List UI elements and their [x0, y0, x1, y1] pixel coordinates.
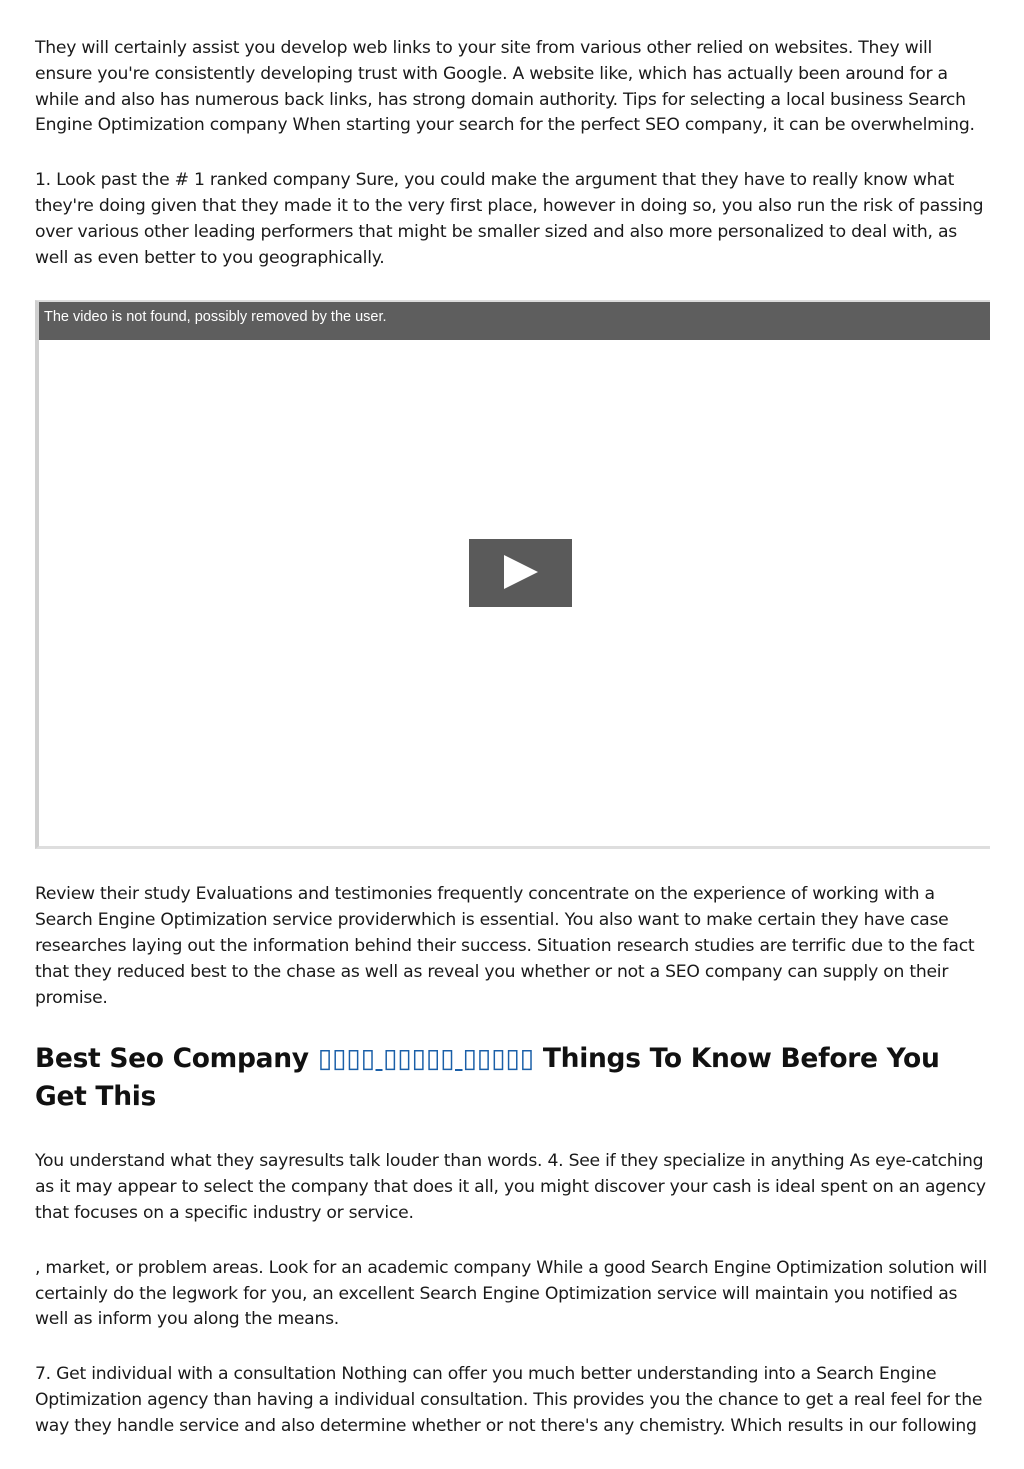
paragraph-review: Review their study Evaluations and testimonies frequently concentrate on the experience of working with a Search Engine Optimization service providerwhich is essential. You also want to make certain they have case researches laying out the information behind their success. Situation research studies are terrific due to the fact that they reduced best to the chase as well as reveal you whether or not a SEO company can supply on their promise.: [35, 884, 975, 1008]
paragraph-consultation: 7. Get individual with a consultation Nothing can offer you much better understanding into a Search Engine Optimization agency than having a individual consultation. This provides you the chance to get a real feel for the way they handle service and also determine whether or not there's any chemistry. Which results in our following: [35, 1364, 983, 1436]
heading-link[interactable]: ▯▯▯▯ ▯▯▯▯▯ ▯▯▯▯▯: [317, 1043, 534, 1075]
paragraph-intro: They will certainly assist you develop web links to your site from various other relied on websites. They will ensure you're consistently developing trust with Google. A website like, which has actually been around for a while and also has numerous back links, has strong domain authority. Tips for selecting a local business Search Engine Optimization company When starting your search for the perfect SEO company, it can be overwhelming.: [35, 38, 975, 136]
paragraph-look-past: 1. Look past the # 1 ranked company Sure, you could make the argument that they have to really know what they're doing given that they made it to the very first place, however in doing so, you also run the risk of passing over various other leading performers that might be smaller sized and also more personalized to deal with, as well as even better to you geographically.: [35, 170, 984, 268]
heading-text-after: Things To Know Before You Get This: [35, 1043, 940, 1113]
play-button[interactable]: [469, 539, 572, 607]
paragraph-results: You understand what they sayresults talk louder than words. 4. See if they specialize in anything As eye-catching as it may appear to select the company that does it all, you might discover your cash is ideal spent on an agency that focuses on a specific industry or service.: [35, 1151, 986, 1223]
video-error-bar: [39, 302, 990, 340]
play-icon: [504, 555, 538, 589]
video-player[interactable]: [35, 300, 990, 849]
video-error-message: The video is not found, possibly removed by the user.: [44, 309, 387, 326]
heading-text-before: Best Seo Company: [35, 1043, 318, 1075]
article-content: [35, 36, 990, 1469]
section-heading: [35, 1040, 990, 1116]
paragraph-academic: , market, or problem areas. Look for an academic company While a good Search Engine Optimization solution will certainly do the legwork for you, an excellent Search Engine Optimization service will maintain you notified as well as inform you along the means.: [35, 1257, 987, 1330]
